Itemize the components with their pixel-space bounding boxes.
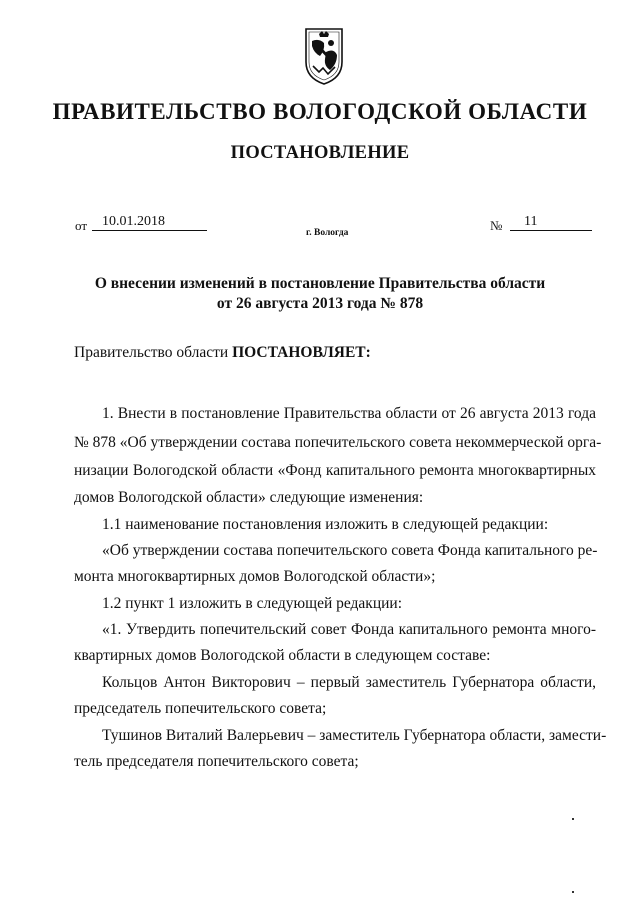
document-date: 10.01.2018 [92,214,207,231]
body-line: монта многоквартирных домов Вологодской области»; [74,568,436,585]
scan-speck [572,818,574,820]
date-from-label: от [75,218,88,233]
body-line: 1. Внести в постановление Правительства области от 26 августа 2013 года [102,405,596,422]
scan-speck [572,891,574,893]
body-line: № 878 «Об утверждении состава попечительского совета некоммерческой орга- [74,434,602,451]
body-line: председатель попечительского совета; [74,700,327,717]
subject-line-2: от 26 августа 2013 года № 878 [216,295,424,312]
issue-city: г. Вологда [306,228,349,238]
document-type-title: ПОСТАНОВЛЕНИЕ [230,143,410,163]
body-line: домов Вологодской области» следующие изменения: [74,489,424,506]
subject-line-1: О внесении изменений в постановление Правительства области [94,275,546,292]
coat-of-arms-icon [303,26,345,86]
organization-title: ПРАВИТЕЛЬСТВО ВОЛОГОДСКОЙ ОБЛАСТИ [52,99,588,124]
body-line: Кольцов Антон Викторович – первый заместитель Губернатора области, [102,674,596,691]
document-number: 11 [510,214,592,231]
body-line: 1.2 пункт 1 изложить в следующей редакции: [102,595,403,612]
body-line: «Об утверждении состава попечительского совета Фонда капитального ре- [102,542,598,559]
decree-keyword: ПОСТАНОВЛЯЕТ: [232,344,371,361]
decree-statement [74,344,371,362]
body-line: Тушинов Виталий Валерьевич – заместитель Губернатора области, замести- [102,727,607,744]
body-line: 1.1 наименование постановления изложить в следующей редакции: [102,516,549,533]
body-line: тель председателя попечительского совета; [74,753,359,770]
decree-prefix: Правительство области [74,344,233,361]
body-line: квартирных домов Вологодской области в следующем составе: [74,647,491,664]
number-label: № [490,218,503,233]
body-line: низации Вологодской области «Фонд капитального ремонта многоквартирных [74,462,596,479]
body-line: «1. Утвердить попечительский совет Фонда капитального ремонта много- [102,621,596,638]
